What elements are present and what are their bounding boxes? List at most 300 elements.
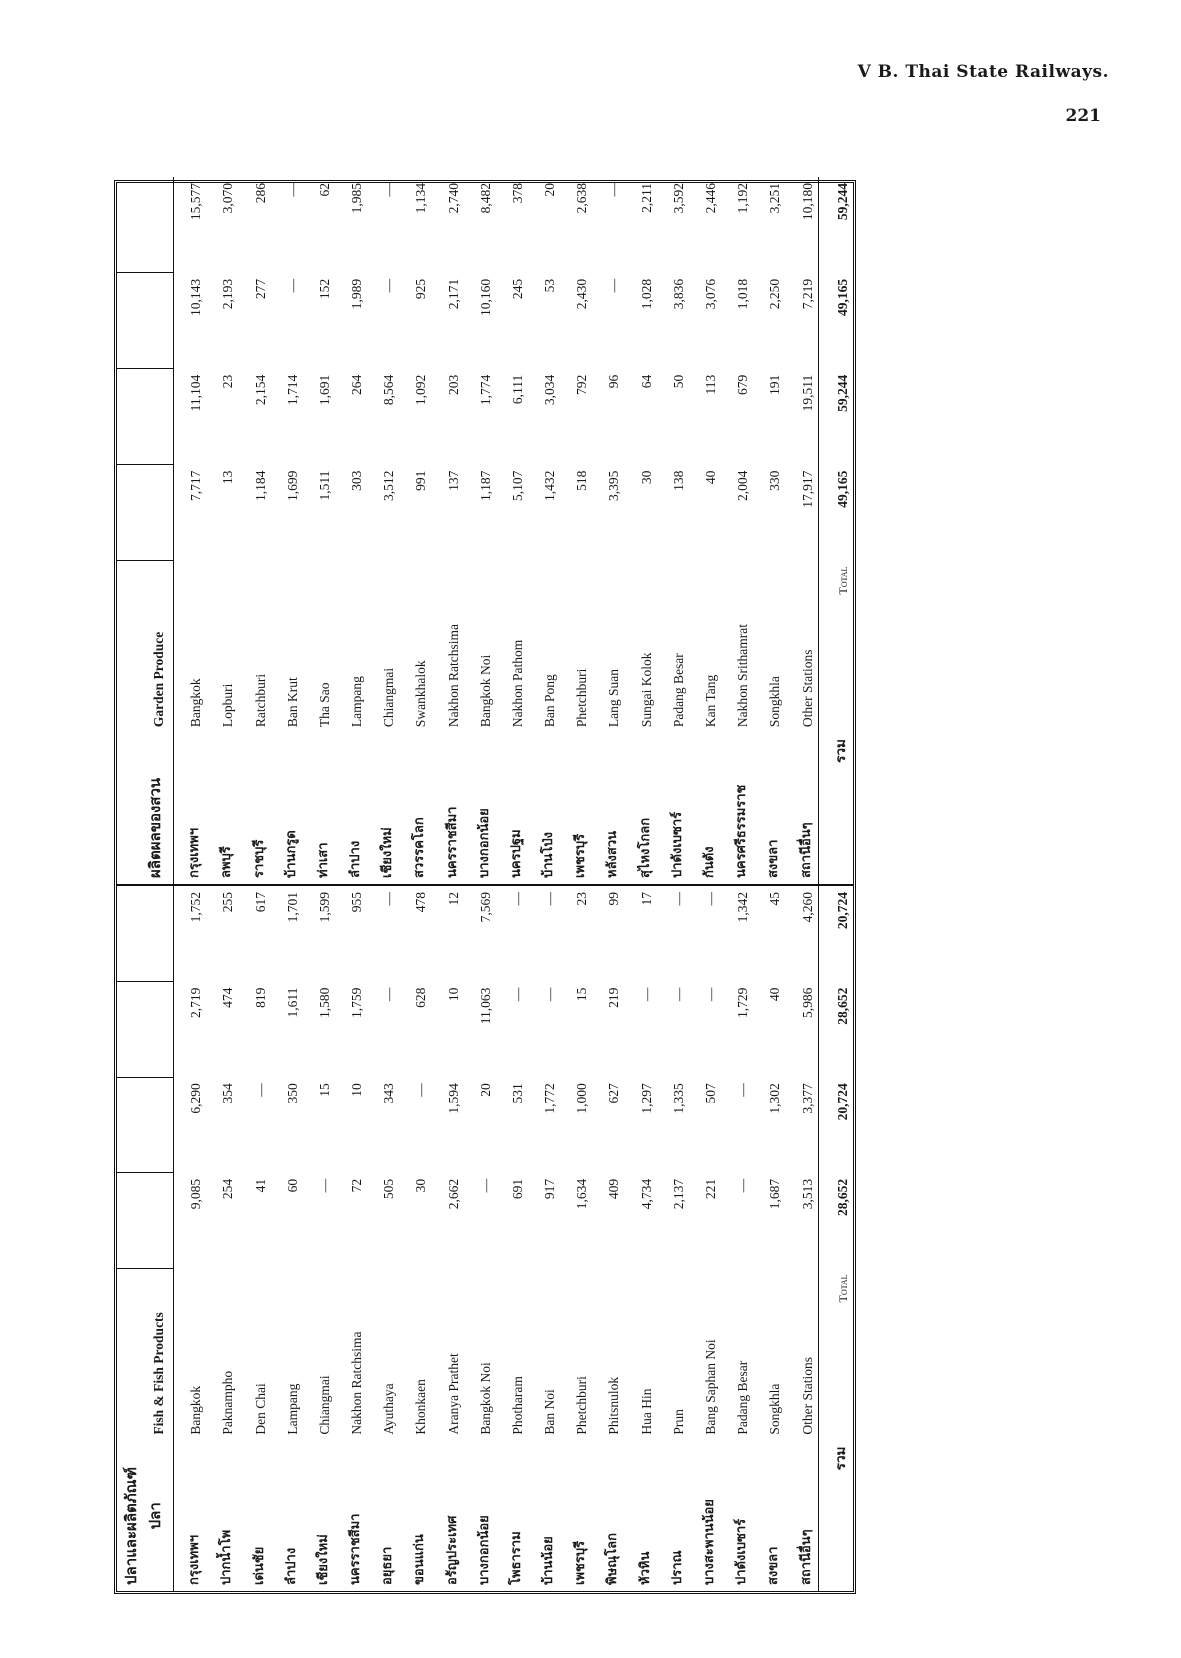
thai-station-name: สงขลา xyxy=(766,839,782,878)
station-name: Other Stations xyxy=(799,1356,815,1435)
value-cell: 11,063 xyxy=(477,987,493,1025)
value-cell: 2,154 xyxy=(252,374,268,406)
value-cell: 264 xyxy=(349,374,365,396)
thai-station-name: ปราณ xyxy=(669,1550,685,1585)
value-cell: 2,719 xyxy=(188,987,204,1019)
table-row xyxy=(657,177,689,884)
station-name: Padang Besar xyxy=(670,653,686,728)
thai-station-name: อรัญประเทศ xyxy=(444,1515,460,1585)
value-cell: 925 xyxy=(413,278,429,300)
value-cell: 219 xyxy=(606,987,622,1008)
value-cell: 1,594 xyxy=(445,1083,461,1114)
station-name: Bang Saphan Noi xyxy=(702,1339,718,1435)
value-cell: 3,251 xyxy=(767,183,783,214)
fish-col-4-header xyxy=(117,886,174,982)
value-cell: 152 xyxy=(316,278,332,300)
value-cell: 45 xyxy=(767,892,783,906)
table-row xyxy=(560,886,592,1591)
value-cell: 617 xyxy=(252,892,268,913)
station-name: Swankhalok xyxy=(413,660,429,728)
value-cell: 3,592 xyxy=(670,183,686,214)
station-name: Khonkaen xyxy=(413,1379,429,1435)
garden-english-title: Garden Produce xyxy=(117,561,174,734)
value-cell: 23 xyxy=(574,892,590,906)
value-cell: 3,512 xyxy=(381,470,397,502)
value-cell: 3,034 xyxy=(542,374,558,406)
value-cell: 64 xyxy=(638,374,654,389)
value-cell: 4,260 xyxy=(799,892,815,923)
thai-station-name: ลำปาง xyxy=(348,840,364,878)
value-cell: 40 xyxy=(702,470,718,485)
thai-station-name: หัวหิน xyxy=(637,1551,653,1585)
value-cell: 343 xyxy=(381,1083,397,1104)
value-cell: — xyxy=(381,278,397,293)
total-label: Total xyxy=(818,1268,853,1440)
value-cell: 1,611 xyxy=(284,987,300,1018)
value-cell: 8,482 xyxy=(477,183,493,214)
value-cell: 1,184 xyxy=(252,470,268,502)
value-cell: 819 xyxy=(252,987,268,1008)
value-cell: 40 xyxy=(767,987,783,1002)
rotated-table-area xyxy=(114,180,856,1594)
value-cell: 1,302 xyxy=(767,1083,783,1114)
thai-station-name: นครปฐม xyxy=(508,829,524,878)
value-cell: 1,699 xyxy=(284,470,300,502)
garden-col-1-header xyxy=(117,465,174,561)
value-cell: — xyxy=(381,183,397,197)
thai-station-name: อยุธยา xyxy=(380,1546,396,1585)
value-cell: 17 xyxy=(638,892,654,906)
station-name: Bangkok xyxy=(188,1385,204,1435)
value-cell: 1,511 xyxy=(316,470,332,501)
value-cell: — xyxy=(542,987,558,1002)
fish-thai-heading xyxy=(117,1441,174,1591)
thai-station-name: สุไหงโกลก xyxy=(637,817,653,878)
thai-station-name: พิษณุโลก xyxy=(605,1532,621,1585)
station-name: Other Stations xyxy=(799,649,815,728)
value-cell: 96 xyxy=(606,374,622,389)
value-cell: — xyxy=(702,987,718,1002)
station-name: Den Chai xyxy=(252,1383,268,1435)
value-cell: 1,701 xyxy=(284,892,300,923)
table-row xyxy=(624,886,656,1591)
table-row xyxy=(206,177,238,884)
table-row xyxy=(657,886,689,1591)
value-cell: 53 xyxy=(542,278,558,293)
value-cell: 41 xyxy=(252,1178,268,1193)
value-cell: 350 xyxy=(284,1083,300,1104)
value-cell: 3,070 xyxy=(220,183,236,214)
thai-station-name: ท่าเสา xyxy=(315,842,331,878)
table-row xyxy=(592,886,624,1591)
thai-station-name: ขอนแก่น xyxy=(412,1534,428,1585)
value-cell: 1,092 xyxy=(413,374,429,406)
page-number: 221 xyxy=(1065,106,1101,126)
station-name: Kan Tang xyxy=(702,674,718,728)
total-value: 59,244 xyxy=(818,177,853,273)
station-name: Nakhon Ratchsima xyxy=(349,1331,365,1435)
value-cell: 2,430 xyxy=(574,278,590,310)
value-cell: 2,740 xyxy=(445,183,461,214)
value-cell: 13 xyxy=(220,470,236,485)
value-cell: — xyxy=(735,1178,751,1193)
station-name: Aranya Prathet xyxy=(445,1353,461,1435)
value-cell: 1,687 xyxy=(767,1178,783,1210)
value-cell: 1,774 xyxy=(477,374,493,406)
station-name: Lang Suan xyxy=(606,669,622,728)
value-cell: 62 xyxy=(316,183,332,197)
station-name: Ban Noi xyxy=(542,1389,558,1435)
value-cell: 1,989 xyxy=(349,278,365,310)
thai-station-name: บางกอกน้อย xyxy=(476,1515,492,1585)
value-cell: — xyxy=(542,892,558,906)
station-name: Songkhla xyxy=(767,676,783,728)
table-row xyxy=(464,886,496,1591)
total-row xyxy=(818,886,853,1591)
station-name: Photharam xyxy=(509,1376,525,1435)
station-name: Prun xyxy=(670,1409,686,1435)
value-cell: 113 xyxy=(702,374,718,395)
garden-col-4-header xyxy=(117,177,174,273)
table-row xyxy=(689,177,721,884)
value-cell: 286 xyxy=(252,183,268,204)
value-cell: 7,717 xyxy=(188,470,204,502)
station-name: Phitsnulok xyxy=(606,1376,622,1435)
station-name: Ratchburi xyxy=(252,673,268,728)
value-cell: 20 xyxy=(542,183,558,197)
value-cell: 203 xyxy=(445,374,461,396)
table-row xyxy=(721,886,753,1591)
value-cell: 3,836 xyxy=(670,278,686,310)
value-cell: — xyxy=(316,1178,332,1193)
value-cell: 255 xyxy=(220,892,236,913)
thai-station-name: ปาดังเบซาร์ xyxy=(734,1518,750,1585)
thai-station-name: เพชรบุรี xyxy=(573,833,589,878)
value-cell: — xyxy=(670,892,686,906)
table-row xyxy=(303,177,335,884)
thai-station-name: ปากน้ำโพ xyxy=(219,1529,235,1585)
fish-col-2-header xyxy=(117,1077,174,1173)
value-cell: 3,076 xyxy=(702,278,718,310)
thai-station-name: กันตัง xyxy=(701,846,717,878)
table-row xyxy=(238,886,270,1591)
value-cell: 792 xyxy=(574,374,590,396)
value-cell: 12 xyxy=(445,892,461,906)
value-cell: — xyxy=(284,278,300,293)
value-cell: 1,580 xyxy=(316,987,332,1019)
table-row xyxy=(785,886,818,1591)
value-cell: 303 xyxy=(349,470,365,491)
fish-thai-title-1: ปลาและผลิตภัณฑ์ xyxy=(122,1466,140,1585)
table-row xyxy=(464,177,496,884)
thai-station-name: สงขลา xyxy=(766,1546,782,1585)
table-row xyxy=(496,177,528,884)
table-row xyxy=(367,886,399,1591)
value-cell: 137 xyxy=(445,470,461,491)
table-row xyxy=(174,886,207,1591)
value-cell: 2,137 xyxy=(670,1178,686,1210)
value-cell: 6,111 xyxy=(509,374,525,405)
value-cell: — xyxy=(638,987,654,1002)
value-cell: 1,000 xyxy=(574,1083,590,1114)
value-cell: 99 xyxy=(606,892,622,906)
value-cell: 679 xyxy=(735,374,751,396)
thai-station-name: บ้านน้อย xyxy=(541,1536,557,1585)
value-cell: 277 xyxy=(252,278,268,300)
thai-station-name: เด่นชัย xyxy=(251,1546,267,1585)
value-cell: 15 xyxy=(574,987,590,1002)
table-row xyxy=(753,886,785,1591)
station-name: Hua Hin xyxy=(638,1388,654,1435)
value-cell: — xyxy=(509,892,525,906)
thai-station-name: บางสะพานน้อย xyxy=(701,1499,717,1585)
garden-thai-title: ผลิตผลของสวน xyxy=(117,733,174,884)
value-cell: 1,134 xyxy=(413,183,429,214)
value-cell: 474 xyxy=(220,987,236,1008)
value-cell: 15 xyxy=(316,1083,332,1097)
value-cell: 30 xyxy=(638,470,654,485)
value-cell: 3,513 xyxy=(799,1178,815,1210)
value-cell: 10,143 xyxy=(188,278,204,317)
value-cell: 5,107 xyxy=(509,470,525,502)
thai-station-name: เชียงใหม่ xyxy=(380,827,396,878)
value-cell: 354 xyxy=(220,1083,236,1104)
value-cell: 245 xyxy=(509,278,525,300)
value-cell: 1,018 xyxy=(735,278,751,310)
table-row xyxy=(335,886,367,1591)
value-cell: 50 xyxy=(670,374,686,389)
table-row xyxy=(303,886,335,1591)
table-row xyxy=(689,886,721,1591)
table-row xyxy=(592,177,624,884)
table-row xyxy=(238,177,270,884)
value-cell: 2,662 xyxy=(445,1178,461,1210)
thai-station-name: ลำปาง xyxy=(283,1547,299,1585)
thai-station-name: ลพบุรี xyxy=(219,846,235,878)
table-row xyxy=(560,177,592,884)
value-cell: 1,714 xyxy=(284,374,300,406)
fish-section xyxy=(117,884,853,1591)
value-cell: 7,569 xyxy=(477,892,493,923)
station-name: Songkhla xyxy=(767,1383,783,1435)
value-cell: 19,511 xyxy=(799,374,815,412)
thai-station-name: บางกอกน้อย xyxy=(476,808,492,878)
value-cell: — xyxy=(252,1083,268,1097)
total-value: 28,652 xyxy=(818,982,853,1078)
value-cell: 4,734 xyxy=(638,1178,654,1210)
value-cell: — xyxy=(735,1083,751,1097)
thai-station-name: สถานีอื่นๆ xyxy=(798,822,814,878)
table-row xyxy=(496,886,528,1591)
station-name: Bangkok Noi xyxy=(477,654,493,728)
value-cell: 6,290 xyxy=(188,1083,204,1114)
thai-station-name: นครราชสีมา xyxy=(444,806,460,878)
value-cell: 10,160 xyxy=(477,278,493,317)
value-cell: — xyxy=(670,987,686,1002)
total-value: 49,165 xyxy=(818,273,853,369)
value-cell: 2,638 xyxy=(574,183,590,214)
thai-station-name: บ้านโป่ง xyxy=(541,831,557,878)
value-cell: 191 xyxy=(767,374,783,396)
thai-total-label: รวม xyxy=(818,733,853,884)
thai-total-label: รวม xyxy=(818,1441,853,1591)
table-row xyxy=(753,177,785,884)
value-cell: 507 xyxy=(702,1083,718,1104)
value-cell: 628 xyxy=(413,987,429,1008)
thai-station-name: หลังสวน xyxy=(605,830,621,878)
value-cell: — xyxy=(381,892,397,906)
station-name: Paknampho xyxy=(220,1370,236,1435)
fish-english-title: Fish & Fish Products xyxy=(117,1268,174,1440)
table-row xyxy=(335,177,367,884)
garden-table xyxy=(117,177,853,884)
station-name: Lopburi xyxy=(220,683,236,728)
thai-station-name: บ้านกรูด xyxy=(283,830,299,878)
value-cell: 15,577 xyxy=(188,183,204,221)
value-cell: 1,187 xyxy=(477,470,493,502)
value-cell: 10 xyxy=(349,1083,365,1097)
station-name: Bangkok xyxy=(188,678,204,728)
thai-station-name: เชียงใหม่ xyxy=(315,1534,331,1585)
value-cell: 627 xyxy=(606,1083,622,1104)
value-cell: 955 xyxy=(349,892,365,913)
station-name: Lampang xyxy=(349,676,365,728)
table-row xyxy=(271,177,303,884)
value-cell: 330 xyxy=(767,470,783,491)
thai-station-name: สวรรคโลก xyxy=(412,817,428,878)
value-cell: — xyxy=(606,183,622,197)
station-name: Lampang xyxy=(284,1383,300,1435)
station-name: Ban Pong xyxy=(542,674,558,728)
value-cell: 2,004 xyxy=(735,470,751,502)
total-row xyxy=(818,177,853,884)
value-cell: 11,104 xyxy=(188,374,204,412)
thai-station-name: นครราชสีมา xyxy=(348,1513,364,1585)
table-row xyxy=(206,886,238,1591)
running-title: V B. Thai State Railways. xyxy=(857,62,1109,82)
garden-section xyxy=(117,177,853,884)
table-row xyxy=(721,177,753,884)
value-cell: 221 xyxy=(702,1178,718,1200)
value-cell: 3,377 xyxy=(799,1083,815,1114)
table-row xyxy=(174,177,207,884)
statistics-table xyxy=(114,180,856,1594)
table-row xyxy=(528,177,560,884)
value-cell: 9,085 xyxy=(188,1178,204,1210)
value-cell: 1,192 xyxy=(735,183,751,214)
value-cell: 8,564 xyxy=(381,374,397,406)
fish-col-3-header xyxy=(117,982,174,1078)
thai-station-name: สถานีอื่นๆ xyxy=(798,1529,814,1585)
station-name: Sungai Kolok xyxy=(638,652,654,728)
thai-station-name: ราชบุรี xyxy=(251,839,267,878)
table-row xyxy=(528,886,560,1591)
station-name: Chiangmai xyxy=(381,667,397,728)
total-value: 59,244 xyxy=(818,369,853,465)
value-cell: 60 xyxy=(284,1178,300,1193)
value-cell: 691 xyxy=(509,1178,525,1200)
fish-table xyxy=(117,886,853,1591)
value-cell: 23 xyxy=(220,374,236,389)
station-name: Bangkok Noi xyxy=(477,1362,493,1435)
value-cell: — xyxy=(284,183,300,197)
value-cell: 991 xyxy=(413,470,429,491)
value-cell: — xyxy=(702,892,718,906)
value-cell: 1,342 xyxy=(735,892,751,923)
value-cell: 1,985 xyxy=(349,183,365,214)
value-cell: 1,432 xyxy=(542,470,558,502)
value-cell: 2,193 xyxy=(220,278,236,310)
station-name: Padang Besar xyxy=(735,1360,751,1435)
table-row xyxy=(785,177,818,884)
value-cell: 1,028 xyxy=(638,278,654,310)
value-cell: 505 xyxy=(381,1178,397,1200)
value-cell: 1,691 xyxy=(316,374,332,406)
value-cell: 20 xyxy=(477,1083,493,1097)
total-label: Total xyxy=(818,561,853,734)
fish-thai-title-2: ปลา xyxy=(146,1502,164,1530)
value-cell: 10 xyxy=(445,987,461,1002)
station-name: Nakhon Ratchsima xyxy=(445,624,461,728)
station-name: Phetchburi xyxy=(574,668,590,728)
value-cell: — xyxy=(381,987,397,1002)
value-cell: 2,171 xyxy=(445,278,461,310)
value-cell: 5,986 xyxy=(799,987,815,1019)
value-cell: 3,395 xyxy=(606,470,622,502)
value-cell: 10,180 xyxy=(799,183,815,221)
station-name: Nakhon Srithamrat xyxy=(735,624,751,728)
value-cell: 531 xyxy=(509,1083,525,1104)
total-value: 20,724 xyxy=(818,886,853,982)
value-cell: 72 xyxy=(349,1178,365,1193)
value-cell: 2,446 xyxy=(702,183,718,214)
garden-col-2-header xyxy=(117,369,174,465)
value-cell: 30 xyxy=(413,1178,429,1193)
total-value: 28,652 xyxy=(818,1173,853,1269)
table-row xyxy=(431,886,463,1591)
value-cell: 1,729 xyxy=(735,987,751,1019)
thai-station-name: กรุงเทพฯ xyxy=(187,827,203,878)
value-cell: 518 xyxy=(574,470,590,491)
value-cell: 1,759 xyxy=(349,987,365,1019)
value-cell: — xyxy=(509,987,525,1002)
station-name: Chiangmai xyxy=(316,1375,332,1435)
thai-station-name: เพชรบุรี xyxy=(573,1540,589,1585)
value-cell: 917 xyxy=(542,1178,558,1200)
value-cell: — xyxy=(477,1178,493,1193)
table-row xyxy=(271,886,303,1591)
value-cell: — xyxy=(413,1083,429,1097)
value-cell: 2,211 xyxy=(638,183,654,213)
station-name: Tha Sao xyxy=(316,682,332,728)
value-cell: 1,634 xyxy=(574,1178,590,1210)
station-name: Ayuthaya xyxy=(381,1383,397,1435)
station-name: Ban Krut xyxy=(284,677,300,728)
station-name: Nakhon Pathom xyxy=(509,639,525,728)
thai-station-name: กรุงเทพฯ xyxy=(187,1534,203,1585)
station-name: Phetchburi xyxy=(574,1376,590,1435)
table-row xyxy=(399,177,431,884)
table-row xyxy=(624,177,656,884)
value-cell: 409 xyxy=(606,1178,622,1200)
value-cell: 254 xyxy=(220,1178,236,1200)
thai-station-name: นครศรีธรรมราช xyxy=(734,784,750,878)
value-cell: 7,219 xyxy=(799,278,815,310)
value-cell: 1,772 xyxy=(542,1083,558,1114)
value-cell: 138 xyxy=(670,470,686,491)
table-row xyxy=(431,177,463,884)
thai-station-name: โพธาราม xyxy=(508,1531,524,1585)
